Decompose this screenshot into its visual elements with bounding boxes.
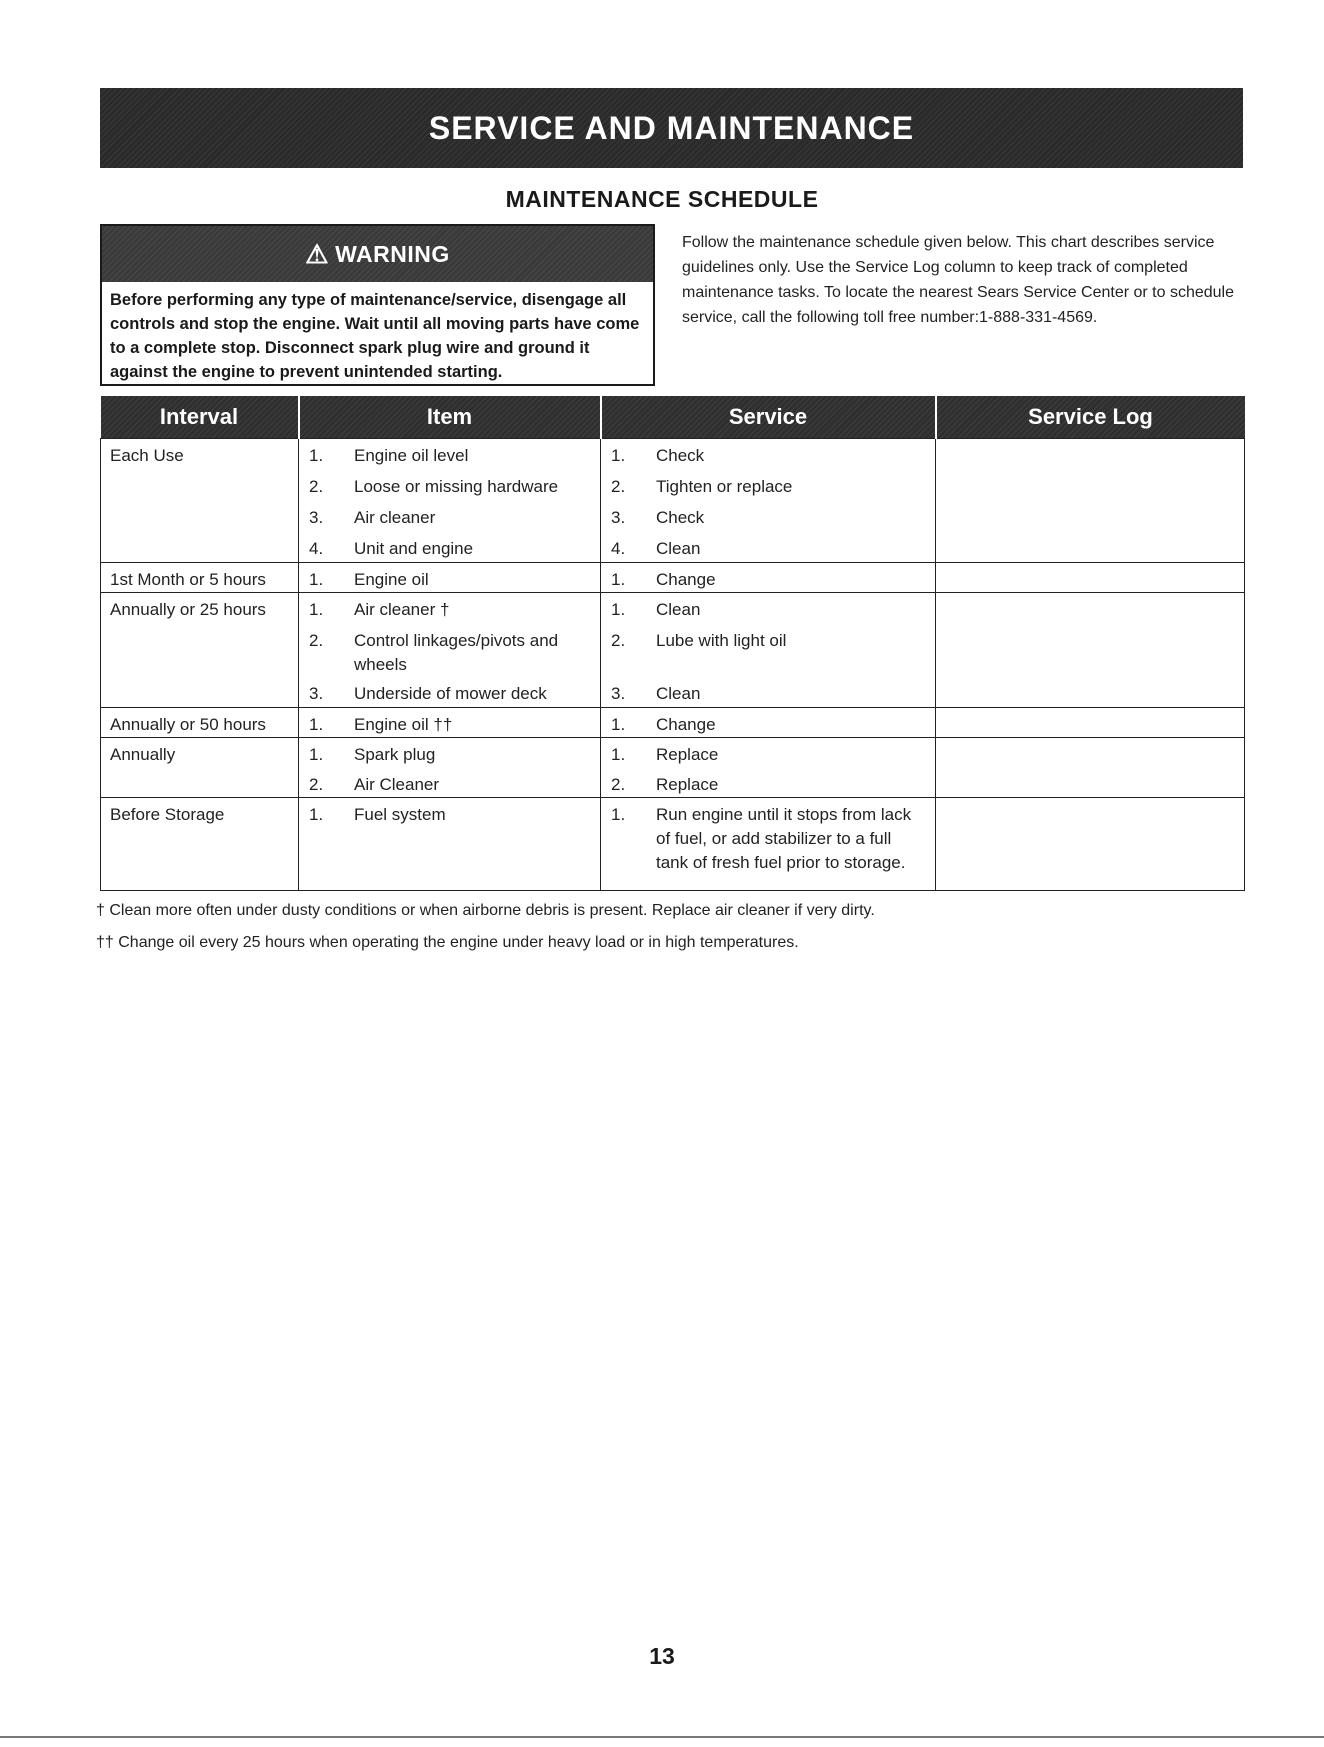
service-action: Change [656,570,716,589]
service-number: 1. [611,715,626,734]
interval-cell [101,439,299,470]
service-entry [601,624,935,653]
warning-box [100,224,655,386]
service-cell [601,501,936,532]
service-cell [601,677,936,708]
section-title: SERVICE AND MAINTENANCE [428,109,915,146]
interval-label: Before Storage [110,805,225,824]
service-number: 1. [611,446,626,465]
service-log-cell [936,768,1245,798]
item-name: Air cleaner [354,507,436,527]
service-log-cell [936,439,1245,470]
service-log-cell [936,708,1245,738]
service-entry [601,798,935,875]
interval-label: 1st Month or 5 hours [110,570,266,589]
service-log-cell [936,798,1245,891]
item-entry [299,470,600,499]
item-name: Fuel system [354,805,446,824]
warning-triangle-icon: ⚠ [305,238,330,269]
table-row [101,768,1245,798]
item-name: Loose or missing hardware [354,476,559,496]
interval-cell [101,768,299,798]
service-log-cell [936,470,1245,501]
service-log-cell [936,501,1245,532]
intro-paragraph: Follow the maintenance schedule given below. This chart describes service guidelines only. Use the Service Log column to keep track of completed maintenance tasks. To locate the nearest Sears Service Center or to schedule service, call the following toll free number:1-888-331-4569. [682,234,1235,326]
interval-cell [101,470,299,501]
item-entry [299,677,600,706]
item-cell [299,708,601,738]
interval-cell [101,532,299,563]
item-name: Air Cleaner [354,774,440,794]
service-cell [601,593,936,624]
item-name: Air cleaner † [354,600,450,619]
service-action: Tighten or replace [656,476,793,496]
item-cell [299,532,601,563]
item-cell [299,768,601,798]
item-number: 4. [309,538,324,558]
service-entry [601,532,935,561]
item-entry [299,738,600,767]
item-number: 1. [309,715,324,734]
item-number: 2. [309,476,324,496]
service-entry [601,677,935,706]
service-cell [601,708,936,738]
service-number: 4. [611,538,626,558]
item-number: 2. [309,630,324,650]
interval-cell [101,624,299,677]
table-row [101,470,1245,501]
service-cell [601,798,936,891]
header-interval: Interval [101,396,299,439]
table-row [101,501,1245,532]
item-entry [299,708,600,737]
item-cell [299,593,601,624]
service-cell [601,624,936,677]
header-service: Service [601,396,936,439]
service-log-cell [936,677,1245,708]
item-cell [299,798,601,891]
service-number: 1. [611,805,626,824]
item-cell [299,677,601,708]
table-row [101,738,1245,768]
service-entry [601,470,935,499]
service-entry [601,708,935,737]
service-number: 1. [611,570,626,589]
item-entry [299,624,600,677]
service-action: Check [656,507,705,527]
footnote: †† Change oil every 25 hours when operating the engine under heavy load or in high temperatures. [96,934,799,951]
interval-cell [101,677,299,708]
service-log-cell [936,563,1245,593]
item-entry [299,501,600,530]
service-action: Check [656,446,705,465]
interval-cell [101,593,299,624]
header-item: Item [299,396,601,439]
item-cell [299,738,601,768]
warning-text: Before performing any type of maintenance/service, disengage all controls and stop the engine. Wait until all moving parts have come to a complete stop. Disconnect spark plug wire and ground it against the engine to prevent unintended starting. [110,291,640,381]
service-action: Run engine until it stops from lack of fuel, or add stabilizer to a full tank of fresh fuel prior to storage. [656,805,912,872]
item-entry [299,439,600,468]
item-name: Control linkages/pivots and wheels [354,630,559,674]
item-entry [299,532,600,561]
interval-cell [101,501,299,532]
service-action: Replace [656,774,719,794]
table-row [101,532,1245,563]
service-cell [601,470,936,501]
service-number: 2. [611,630,626,650]
item-name: Underside of mower deck [354,683,547,703]
table-row [101,593,1245,624]
item-entry [299,593,600,622]
service-entry [601,768,935,797]
service-cell [601,768,936,798]
service-number: 1. [611,745,626,764]
item-cell [299,563,601,593]
table-row [101,708,1245,738]
table-row [101,624,1245,677]
interval-label: Annually or 25 hours [110,600,266,619]
table-body [101,439,1245,891]
service-action: Change [656,715,716,734]
interval-cell [101,708,299,738]
item-number: 1. [309,600,324,619]
interval-label: Annually [110,745,176,764]
table-row [101,798,1245,891]
item-cell [299,470,601,501]
bottom-rule [0,1736,1324,1738]
table-row [101,563,1245,593]
service-action: Lube with light oil [656,630,787,650]
interval-label: Annually or 50 hours [110,715,266,734]
interval-label: Each Use [110,446,184,465]
warning-title: WARNING [335,240,450,267]
service-log-cell [936,532,1245,563]
service-number: 2. [611,476,626,496]
service-cell [601,738,936,768]
service-log-cell [936,593,1245,624]
item-entry [299,768,600,797]
item-number: 2. [309,774,324,794]
service-log-cell [936,624,1245,677]
service-action: Clean [656,538,701,558]
service-entry [601,593,935,622]
item-name: Engine oil †† [354,715,453,734]
service-number: 2. [611,774,626,794]
item-number: 1. [309,446,324,465]
service-number: 3. [611,683,626,703]
item-cell [299,439,601,470]
item-entry [299,798,600,827]
service-action: Replace [656,745,719,764]
service-cell [601,439,936,470]
table-header-row [101,396,1245,439]
page-number: 13 [649,1643,675,1669]
service-action: Clean [656,600,701,619]
table-row [101,677,1245,708]
interval-cell [101,738,299,768]
table-row [101,439,1245,470]
interval-cell [101,563,299,593]
item-number: 3. [309,683,324,703]
warning-header [102,226,653,282]
item-number: 3. [309,507,324,527]
service-log-cell [936,738,1245,768]
item-number: 1. [309,570,324,589]
section-banner [100,88,1243,168]
footnote: † Clean more often under dusty conditions or when airborne debris is present. Replace air cleaner if very dirty. [96,902,875,919]
service-number: 3. [611,507,626,527]
footnotes [96,900,1246,964]
service-entry [601,501,935,530]
service-entry [601,439,935,468]
service-entry [601,563,935,592]
header-service-log: Service Log [936,396,1245,439]
service-action: Clean [656,683,701,703]
service-cell [601,563,936,593]
item-name: Unit and engine [354,538,474,558]
maintenance-schedule-table [100,396,1245,891]
item-entry [299,563,600,592]
service-entry [601,738,935,767]
item-number: 1. [309,745,324,764]
item-name: Spark plug [354,745,436,764]
page-subtitle: MAINTENANCE SCHEDULE [505,186,819,212]
service-cell [601,532,936,563]
item-name: Engine oil level [354,446,469,465]
item-cell [299,624,601,677]
item-number: 1. [309,805,324,824]
interval-cell [101,798,299,891]
service-number: 1. [611,600,626,619]
item-name: Engine oil [354,570,429,589]
item-cell [299,501,601,532]
